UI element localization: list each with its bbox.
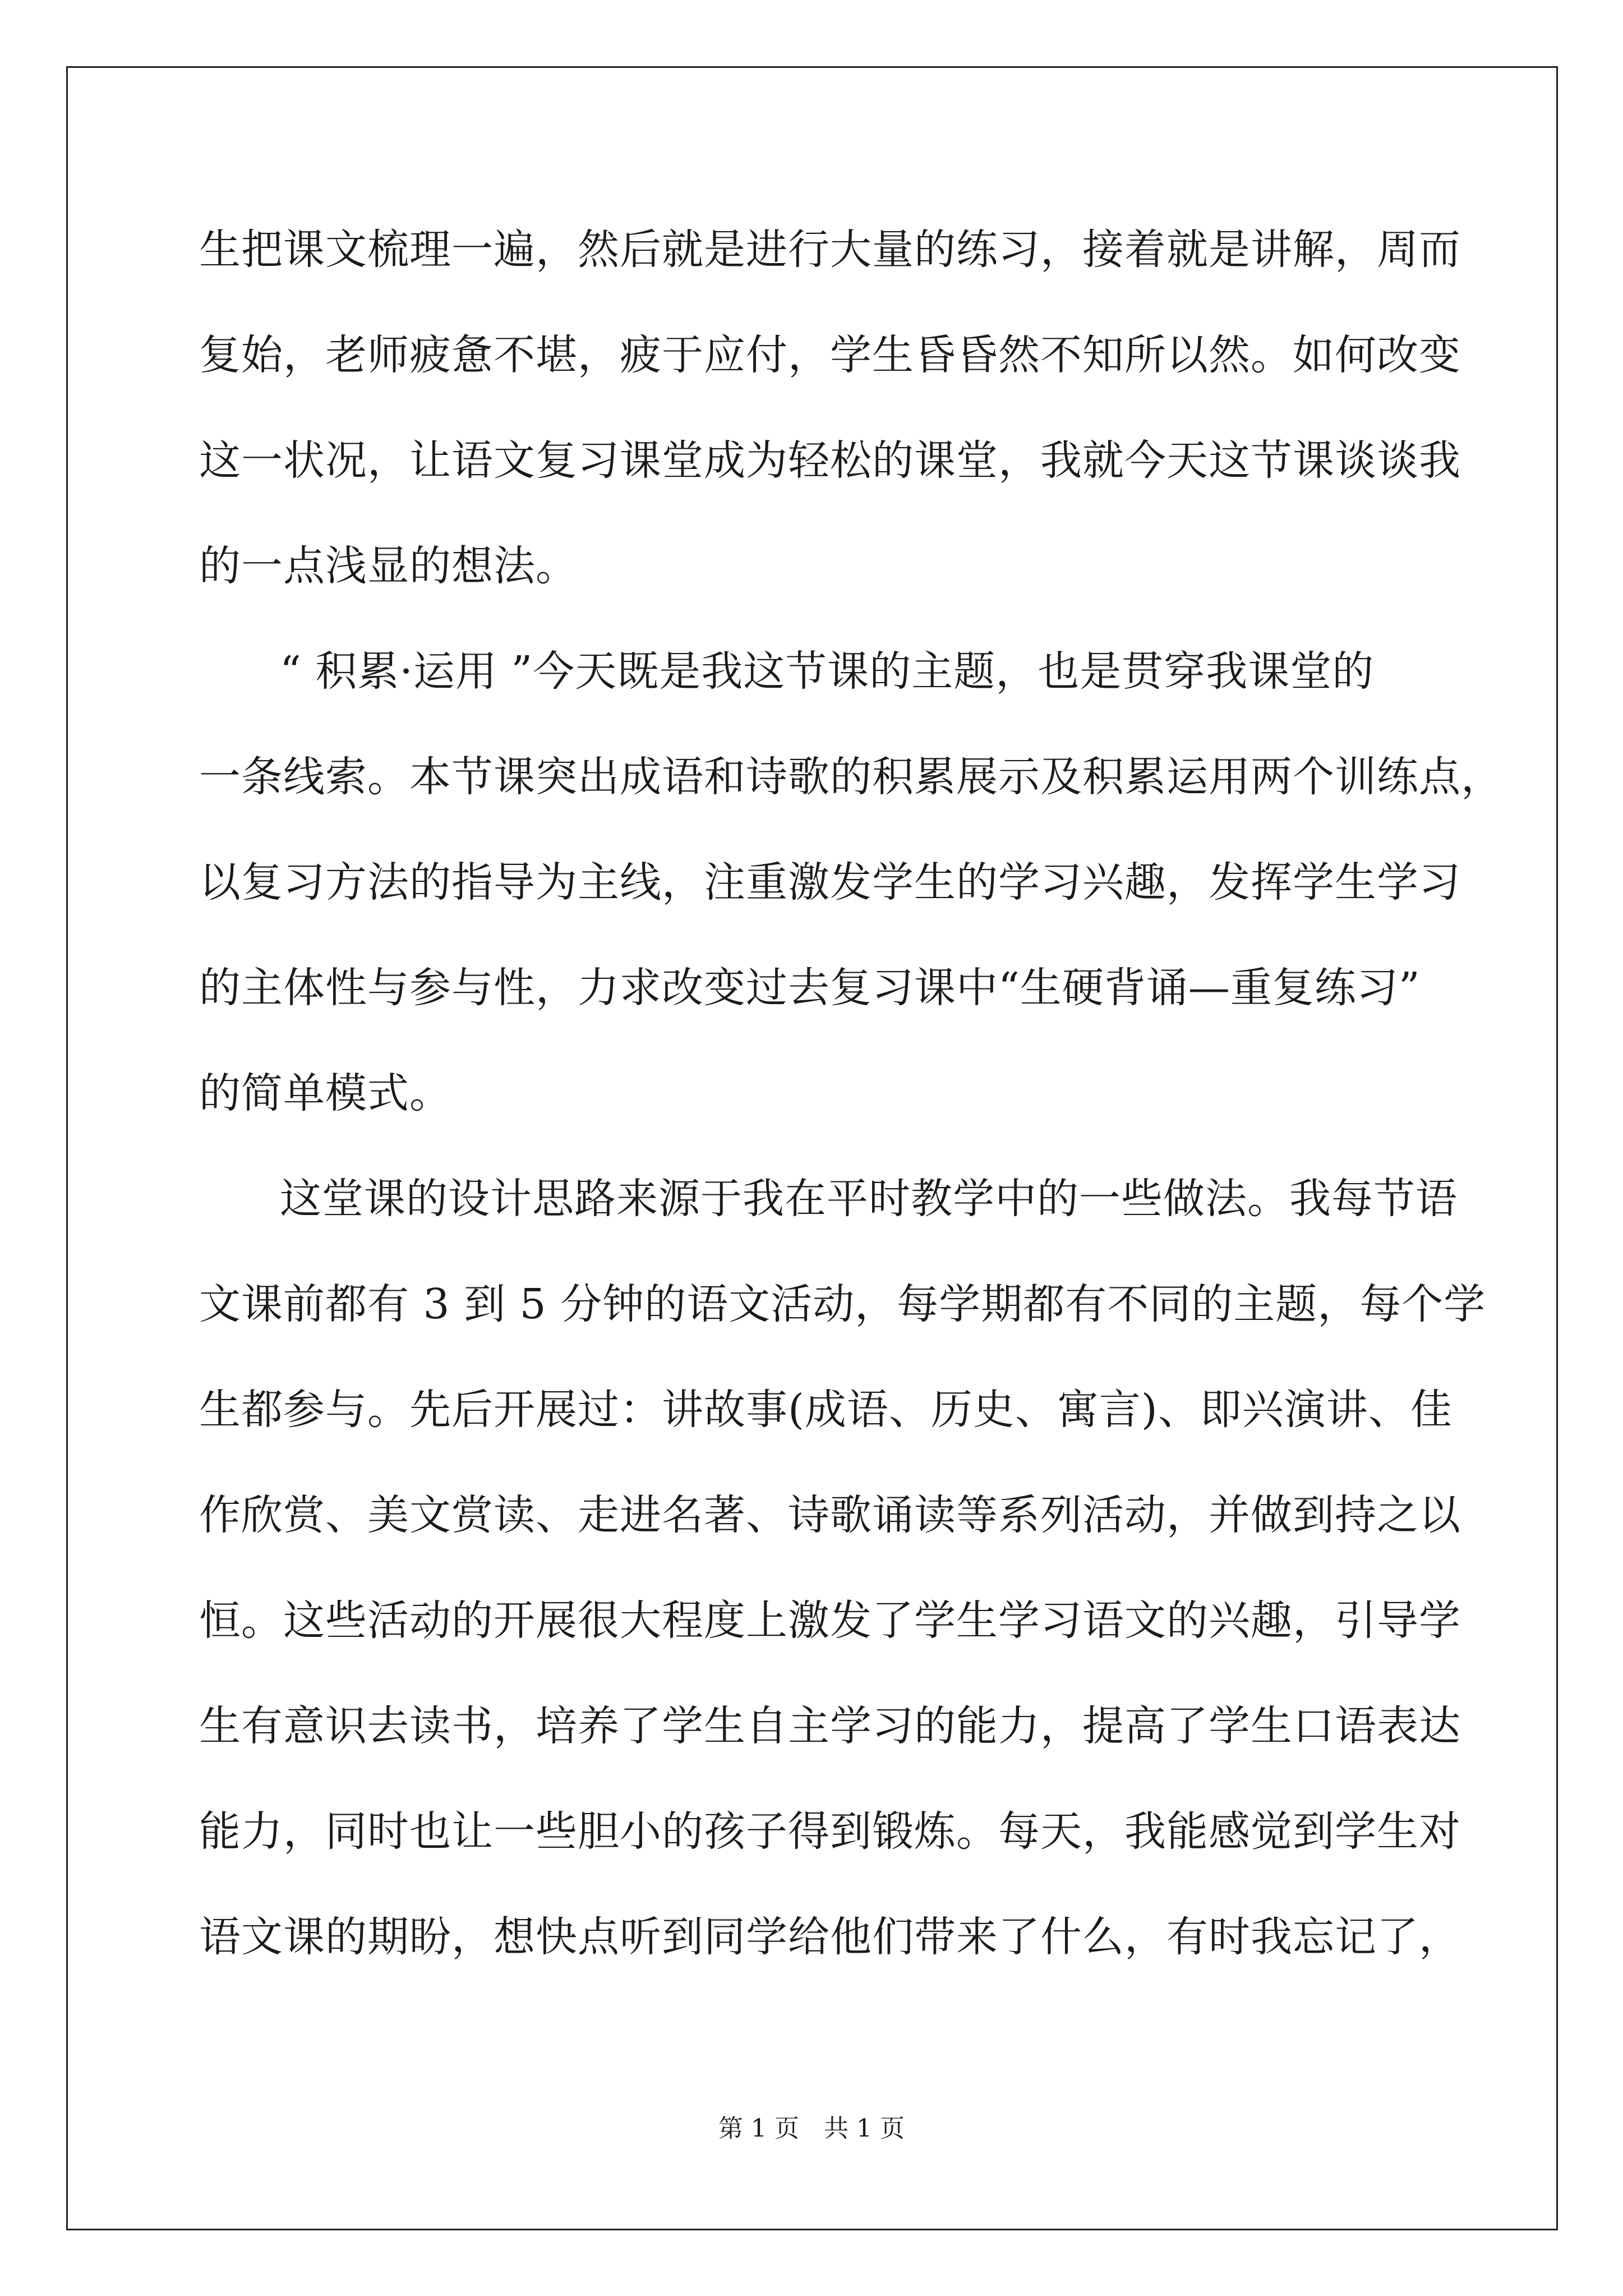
document-body: [199, 216, 1503, 2009]
text-line: 的简单模式。: [199, 1069, 451, 1117]
text-line: 生都参与。先后开展过：讲故事(成语、历史、寓言)、即兴演讲、佳: [199, 1386, 1453, 1434]
text-line: 恒。这些活动的开展很大程度上激发了学生学习语文的兴趣，引导学: [199, 1596, 1461, 1645]
text-line: 这一状况，让语文复习课堂成为轻松的课堂，我就今天这节课谈谈我: [199, 436, 1461, 485]
text-line: 的主体性与参与性，力求改变过去复习课中“生硬背诵—重复练习”: [199, 964, 1421, 1012]
text-line: 以复习方法的指导为主线，注重激发学生的学习兴趣，发挥学生学习: [199, 858, 1461, 907]
paragraph-start-line: “ 积累·运用 ”今天既是我这节课的主题，也是贯穿我课堂的: [280, 647, 1375, 696]
text-line: 生把课文梳理一遍，然后就是进行大量的练习，接着就是讲解，周而: [199, 226, 1461, 274]
text-line: 复始，老师疲惫不堪，疲于应付，学生昏昏然不知所以然。如何改变: [199, 331, 1461, 379]
text-line: 语文课的期盼，想快点听到同学给他们带来了什么，有时我忘记了，: [199, 1913, 1461, 1961]
text-line: 一条线索。本节课突出成语和诗歌的积累展示及积累运用两个训练点，: [199, 753, 1503, 801]
page-number-footer: 第 1 页 共 1 页: [718, 2114, 905, 2143]
text-line: 能力，同时也让一些胆小的孩子得到锻炼。每天，我能感觉到学生对: [199, 1807, 1461, 1856]
text-line: 作欣赏、美文赏读、走进名著、诗歌诵读等系列活动，并做到持之以: [199, 1491, 1461, 1539]
paragraph-start-line: 这堂课的设计思路来源于我在平时教学中的一些做法。我每节语: [280, 1175, 1458, 1223]
text-line: 生有意识去读书，培养了学生自主学习的能力，提高了学生口语表达: [199, 1702, 1461, 1750]
text-line: 文课前都有 3 到 5 分钟的语文活动，每学期都有不同的主题，每个学: [199, 1280, 1486, 1328]
text-line: 的一点浅显的想法。: [199, 542, 578, 590]
